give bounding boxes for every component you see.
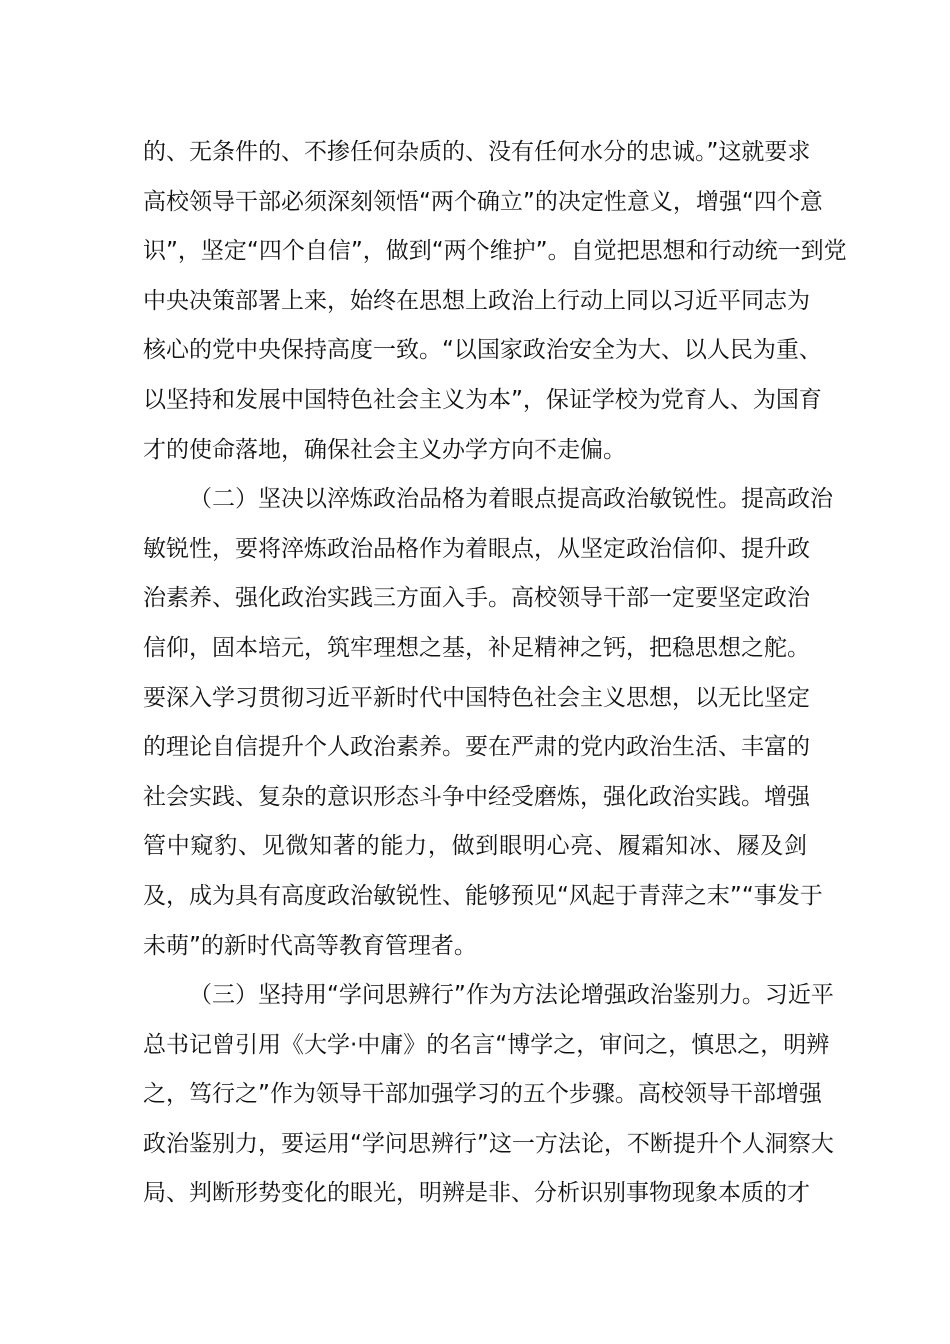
text-line: 核心的党中央保持高度一致。“以国家政治安全为大、以人民为重、 (143, 337, 822, 364)
text-line: 局、判断形势变化的眼光，明辨是非、分析识别事物现象本质的才 (143, 1180, 810, 1207)
text-line: 以坚持和发展中国特色社会主义为本”，保证学校为党育人、为国育 (143, 386, 822, 413)
document-body (143, 128, 847, 1219)
text-line: 的理论自信提升个人政治素养。要在严肃的党内政治生活、丰富的 (143, 734, 810, 761)
text-line: 信仰，固本培元，筑牢理想之基，补足精神之钙，把稳思想之舵。 (143, 634, 810, 661)
section-heading-line: （三）坚持用“学问思辨行”作为方法论增强政治鉴别力。习近平 (189, 982, 834, 1009)
text-line: 要深入学习贯彻习近平新时代中国特色社会主义思想，以无比坚定 (143, 684, 810, 711)
text-line: 高校领导干部必须深刻领悟“两个确立”的决定性意义，增强“四个意 (143, 188, 823, 215)
text-line: 及，成为具有高度政治敏锐性、能够预见“风起于青萍之末”“事发于 (143, 882, 823, 909)
text-line: 的、无条件的、不掺任何杂质的、没有任何水分的忠诚。”这就要求 (143, 139, 811, 165)
section-heading-line: （二）坚决以淬炼政治品格为着眼点提高政治敏锐性。提高政治 (189, 486, 833, 513)
text-line: 之，笃行之”作为领导干部加强学习的五个步骤。高校领导干部增强 (143, 1081, 822, 1108)
text-line: 社会实践、复杂的意识形态斗争中经受磨炼，强化政治实践。增强 (143, 783, 810, 810)
text-line: 敏锐性，要将淬炼政治品格作为着眼点，从坚定政治信仰、提升政 (143, 535, 810, 562)
text-line: 政治鉴别力，要运用“学问思辨行”这一方法论，不断提升个人洞察大 (143, 1130, 834, 1157)
paragraph-end-line: 未萌”的新时代高等教育管理者。 (143, 932, 477, 959)
text-line: 识”，坚定“四个自信”，做到“两个维护”。自觉把思想和行动统一到党 (143, 238, 847, 265)
text-line: 总书记曾引用《大学·中庸》的名言“博学之，审问之，慎思之，明辨 (143, 1031, 830, 1058)
text-line: 管中窥豹、见微知著的能力，做到眼明心亮、履霜知冰、屦及剑 (143, 833, 807, 860)
text-line: 治素养、强化政治实践三方面入手。高校领导干部一定要坚定政治 (143, 585, 810, 612)
text-line: 中央决策部署上来，始终在思想上政治上行动上同以习近平同志为 (143, 287, 810, 314)
paragraph-end-line: 才的使命落地，确保社会主义办学方向不走偏。 (143, 436, 626, 463)
